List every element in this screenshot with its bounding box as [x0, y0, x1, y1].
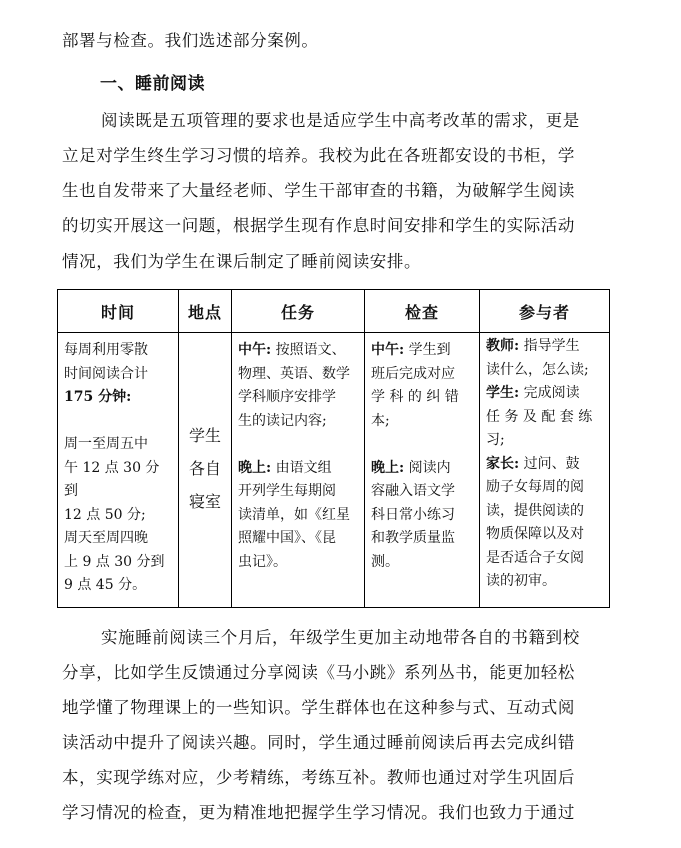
para2-line-5: 本，实现学练对应，少考精练，考练互补。教师也通过对学生巩固后	[62, 768, 575, 787]
check-noon-label: 中午:	[371, 342, 405, 358]
task-line: 学科顺序安排学	[238, 389, 336, 405]
cell-participants	[480, 333, 610, 608]
spacer	[64, 410, 173, 434]
participant-line: 是否适合子女阅	[486, 549, 584, 566]
time-line: 午 12 点 30 分到	[64, 459, 160, 499]
para1-line-5: 情况，我们为学生在课后制定了睡前阅读安排。	[62, 252, 422, 271]
para2-line-3: 地学懂了物理课上的一些知识。学生群体也在这种参与式、互动式阅	[62, 698, 575, 717]
check-line: 和教学质量监	[371, 530, 455, 546]
check-line: 科日常小练习	[371, 506, 455, 523]
check-line: 测。	[371, 553, 399, 570]
participant-student-line: 学生: 完成阅读	[486, 385, 580, 401]
time-line: 周一至周五中	[64, 436, 148, 452]
task-line: 生的读记内容;	[238, 412, 327, 429]
time-line: 175 分钟:	[64, 389, 132, 405]
header-time: 时间	[58, 290, 179, 333]
cell-location	[179, 333, 232, 608]
para1-line-3: 生也自发带来了大量经老师、学生干部审查的书籍，为破解学生阅读	[62, 181, 575, 200]
task-line: 开列学生每期阅	[238, 483, 336, 499]
task-line: 读清单，如《红星	[238, 506, 350, 523]
location-line: 学生	[188, 426, 221, 445]
check-line: 容融入语文学	[371, 483, 455, 499]
check-evening-label: 晚上:	[371, 459, 405, 476]
spacer	[371, 433, 474, 457]
schedule-table	[57, 289, 610, 608]
location-line: 各自	[188, 459, 221, 478]
para2-line-4: 读活动中提升了阅读兴趣。同时，学生通过睡前阅读后再去完成纠错	[62, 733, 575, 752]
para1-line-1: 阅读既是五项管理的要求也是适应学生中高考改革的需求，更是	[101, 111, 580, 130]
check-line: 班后完成对应	[371, 365, 455, 382]
time-line: 9 点 45 分。	[64, 577, 147, 593]
student-label: 学生:	[486, 385, 520, 401]
task-line: 虫记》。	[238, 553, 287, 570]
task-noon-label: 中午:	[238, 342, 272, 358]
check-noon-line: 中午: 学生到	[371, 342, 451, 358]
participant-line: 物质保障以及对	[486, 526, 584, 542]
participant-line: 读的初审。	[486, 573, 556, 589]
para2-line-2: 分享，比如学生反馈通过分享阅读《马小跳》系列丛书，能更加轻松	[62, 663, 575, 682]
check-evening-line: 晚上: 阅读内	[371, 459, 451, 476]
participant-line: 读，提供阅读的	[486, 502, 584, 519]
participant-line: 习;	[486, 432, 505, 448]
table-header-row	[58, 290, 610, 333]
para1-line-4: 的切实开展这一问题，根据学生现有作息时间安排和学生的实际活动	[62, 216, 575, 235]
time-line: 上 9 点 30 分到	[64, 553, 165, 570]
participant-line: 任 务 及 配 套 练	[486, 408, 593, 425]
participant-parent-line: 家长: 过问、鼓	[486, 455, 580, 472]
header-location: 地点	[179, 290, 232, 333]
participant-line: 励子女每周的阅	[486, 479, 584, 495]
header-participants: 参与者	[480, 290, 610, 333]
para2-line-1: 实施睡前阅读三个月后，年级学生更加主动地带各自的书籍到校	[101, 628, 580, 647]
cell-time	[58, 333, 179, 608]
task-noon-line: 中午: 按照语文、	[238, 342, 346, 358]
header-task: 任务	[232, 290, 365, 333]
check-line: 本;	[371, 412, 390, 429]
task-evening-line: 晚上: 由语文组	[238, 459, 332, 476]
para2-line-6: 学习情况的检查，更为精准地把握学生学习情况。我们也致力于通过	[62, 803, 575, 822]
participant-line: 读什么，怎么读;	[486, 361, 589, 378]
cell-task	[232, 333, 365, 608]
participant-teacher-line: 教师: 指导学生	[486, 338, 580, 354]
table-row	[58, 333, 610, 608]
time-line: 每周利用零散	[64, 342, 148, 358]
teacher-label: 教师:	[486, 338, 520, 354]
time-line: 周天至周四晚	[64, 530, 148, 546]
cell-check	[365, 333, 480, 608]
task-line: 物理、英语、数学	[238, 365, 350, 382]
spacer	[238, 433, 359, 457]
time-line: 12 点 50 分;	[64, 506, 146, 523]
check-line: 学 科 的 纠 错	[371, 389, 459, 405]
para1-line-2: 立足对学生终生学习习惯的培养。我校为此在各班都安设的书柜，学	[62, 146, 575, 165]
header-check: 检查	[365, 290, 480, 333]
task-evening-label: 晚上:	[238, 459, 272, 476]
intro-line: 部署与检查。我们选述部分案例。	[62, 31, 319, 50]
section-heading: 一、睡前阅读	[100, 74, 205, 94]
time-line: 时间阅读合计	[64, 365, 148, 382]
task-line: 照耀中国》、《昆	[238, 530, 336, 546]
location-line: 寝室	[188, 492, 221, 511]
parent-label: 家长:	[486, 455, 520, 472]
